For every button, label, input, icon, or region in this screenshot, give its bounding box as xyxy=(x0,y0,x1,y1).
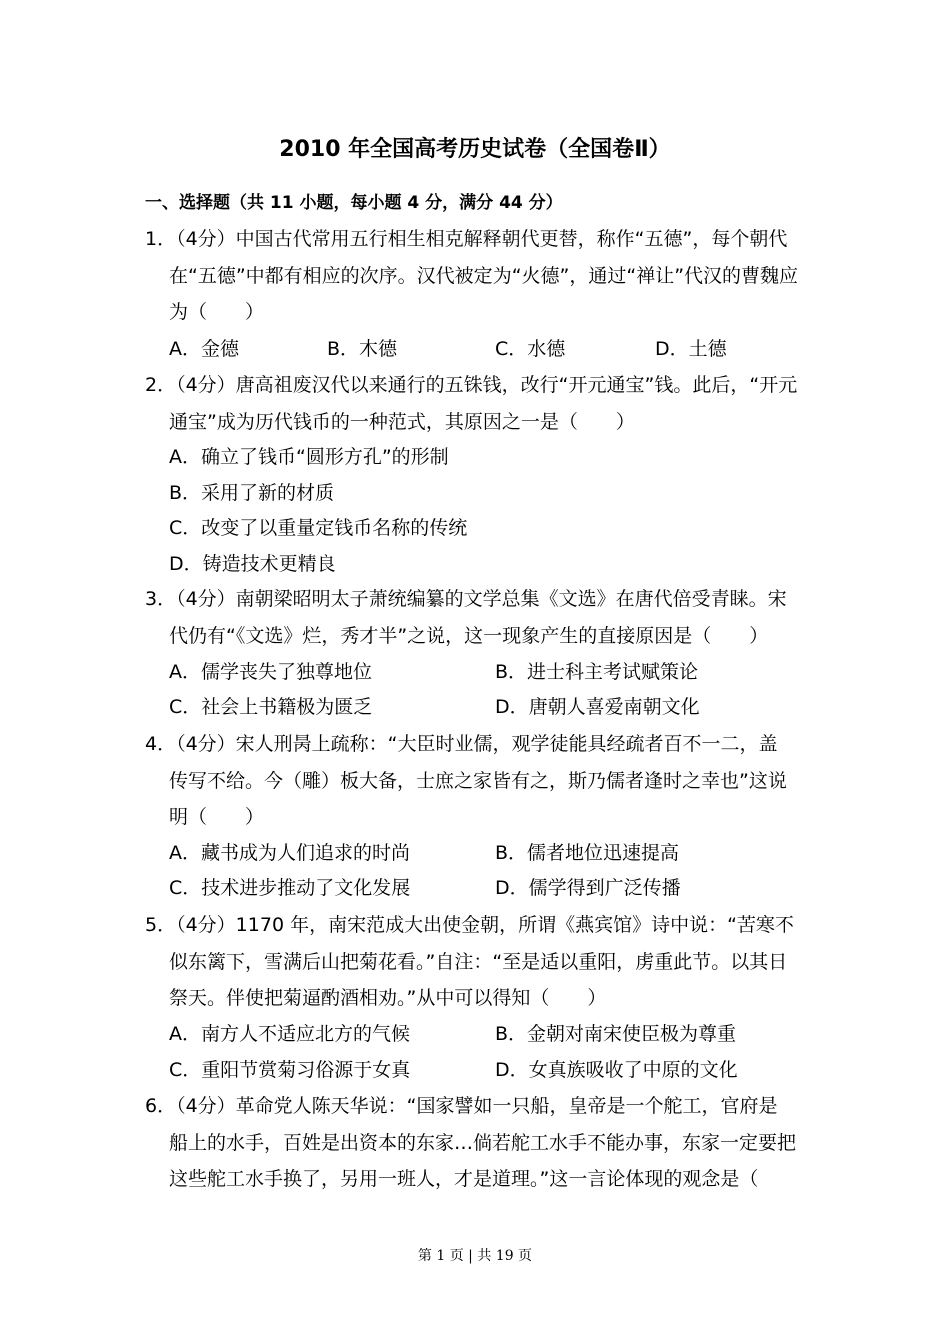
section-heading: 一、选择题（共 11 小题，每小题 4 分，满分 44 分） xyxy=(145,193,563,213)
question-6-line-1: 6．（4分）革命党人陈天华说：“国家譬如一只船，皇帝是一个舵工，官府是 xyxy=(145,1095,778,1117)
question-4-option-b: B．儒者地位迅速提高 xyxy=(495,842,680,864)
question-5-option-c: C．重阳节赏菊习俗源于女真 xyxy=(169,1059,411,1081)
question-4-line-3: 明（ ） xyxy=(169,806,265,828)
question-1-option-a: A．金德 xyxy=(169,338,239,360)
question-6-line-3: 这些舵工水手换了，另用一班人，才是道理。”这一言论体现的观念是（ xyxy=(169,1168,759,1190)
page-footer: 第 1 页 | 共 19 页 xyxy=(417,1248,533,1264)
question-5-line-2: 似东篱下，雪满后山把菊花看。”自注：“至是适以重阳，虏重此节。以其日 xyxy=(169,951,788,973)
question-6-line-2: 船上的水手，百姓是出资本的东家…倘若舵工水手不能办事，东家一定要把 xyxy=(169,1132,797,1154)
question-1-line-3: 为（ ） xyxy=(169,301,265,323)
question-2-option-d: D．铸造技术更精良 xyxy=(169,553,336,575)
question-3-option-c: C．社会上书籍极为匮乏 xyxy=(169,696,373,718)
question-3-line-1: 3．（4分）南朝梁昭明太子萧统编纂的文学总集《文选》在唐代倍受青睐。宋 xyxy=(145,588,787,610)
question-4-line-2: 传写不给。今（雕）板大备，士庶之家皆有之，斯乃儒者逢时之幸也”这说 xyxy=(169,770,787,792)
question-2-option-b: B．采用了新的材质 xyxy=(169,482,335,504)
question-4-line-1: 4．（4分）宋人刑昺上疏称：“大臣时业儒，观学徒能具经疏者百不一二，盖 xyxy=(145,733,778,755)
question-4-option-a: A．藏书成为人们追求的时尚 xyxy=(169,842,410,864)
question-1-line-2: 在“五德”中都有相应的次序。汉代被定为“火德”，通过“禅让”代汉的曹魏应 xyxy=(169,265,799,287)
question-5-option-a: A．南方人不适应北方的气候 xyxy=(169,1023,410,1045)
question-1-line-1: 1．（4分）中国古代常用五行相生相克解释朝代更替，称作“五德”，每个朝代 xyxy=(145,228,788,250)
question-1-option-b: B．木德 xyxy=(327,338,398,360)
question-5-option-b: B．金朝对南宋使臣极为尊重 xyxy=(495,1023,737,1045)
question-3-line-2: 代仍有“《文选》烂，秀才半”之说，这一现象产生的直接原因是（ ） xyxy=(169,625,769,647)
question-3-option-a: A．儒学丧失了独尊地位 xyxy=(169,661,372,683)
question-5-line-1: 5．（4分）1170 年，南宋范成大出使金朝，所谓《燕宾馆》诗中说：“苦寒不 xyxy=(145,914,794,936)
question-2-line-2: 通宝”成为历代钱币的一种范式，其原因之一是（ ） xyxy=(169,411,635,433)
question-3-option-b: B．进士科主考试赋策论 xyxy=(495,661,699,683)
question-5-line-3: 祭天。伴使把菊逼酌酒相劝。”从中可以得知（ ） xyxy=(169,987,607,1009)
question-3-option-d: D．唐朝人喜爱南朝文化 xyxy=(495,696,700,718)
question-1-option-d: D．土德 xyxy=(655,338,727,360)
exam-title: 2010 年全国高考历史试卷（全国卷Ⅱ） xyxy=(279,137,671,162)
question-1-option-c: C．水德 xyxy=(495,338,566,360)
question-2-option-c: C．改变了以重量定钱币名称的传统 xyxy=(169,517,468,539)
question-2-option-a: A．确立了钱币“圆形方孔”的形制 xyxy=(169,446,449,468)
question-2-line-1: 2．（4分）唐高祖废汉代以来通行的五铢钱，改行“开元通宝”钱。此后，“开元 xyxy=(145,374,798,396)
question-5-option-d: D．女真族吸收了中原的文化 xyxy=(495,1059,738,1081)
question-4-option-c: C．技术进步推动了文化发展 xyxy=(169,877,411,899)
question-4-option-d: D．儒学得到广泛传播 xyxy=(495,877,681,899)
